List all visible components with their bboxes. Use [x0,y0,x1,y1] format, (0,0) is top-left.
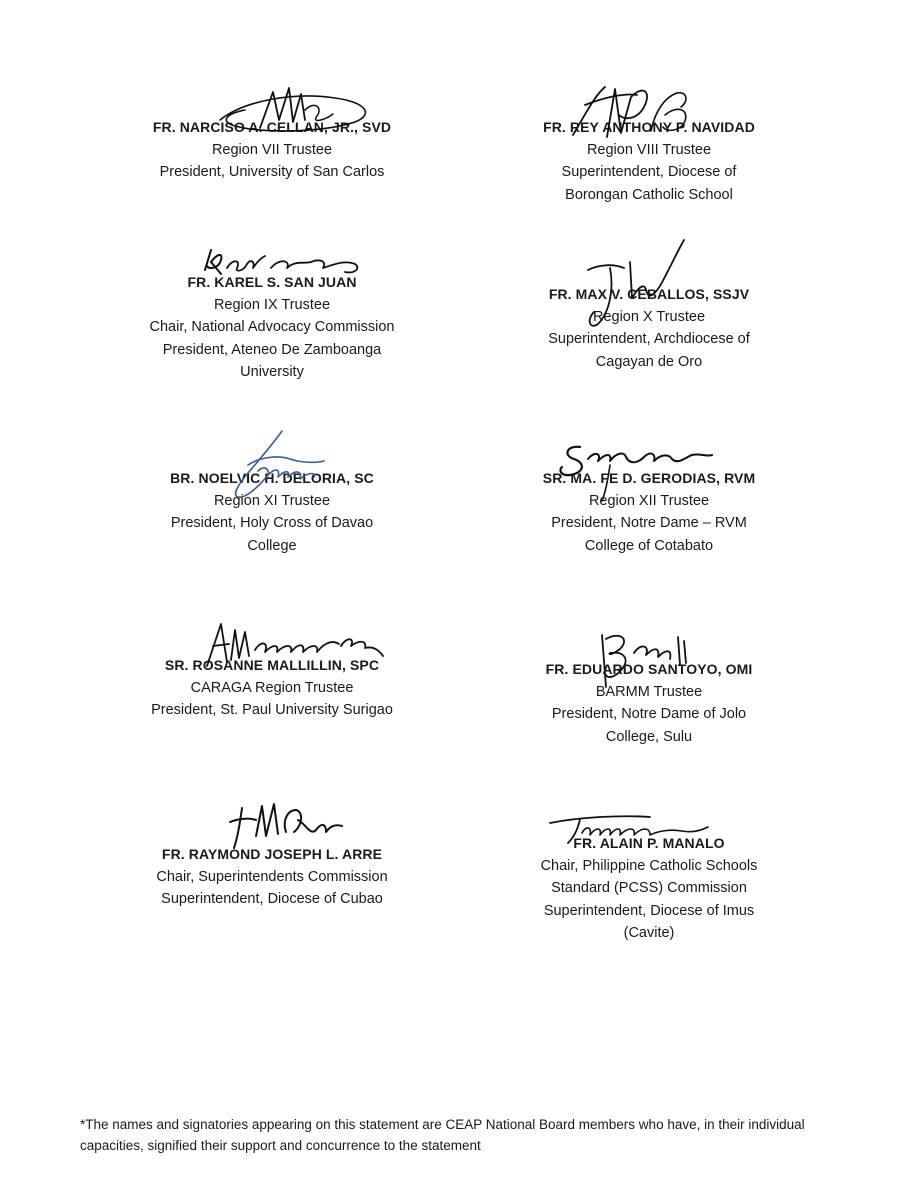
signatory-role: Superintendent, Archdiocese of [548,331,750,347]
signatory-role: President, Holy Cross of Davao [170,515,374,531]
signatory-role: Chair, National Advocacy Commission [149,319,395,335]
footnote: *The names and signatories appearing on this statement are CEAP National Board members who have, in their individual capacities, signified their support and concurrence to the statement [80,1117,805,1153]
signatory-name: FR. NARCISO A. CELLAN, JR., SVD [152,119,392,135]
signatory-block-gerodias [484,467,814,557]
signatory-block-navidad [484,116,814,206]
signatory-role: President, University of San Carlos [159,164,385,180]
signatory-role: College of Cotabato [584,537,714,554]
signatory-block-arre [107,843,437,911]
signatory-block-mallillin [107,654,437,722]
signatory-role: Chair, Philippine Catholic Schools [540,857,758,874]
signatory-role: Region VII Trustee [211,141,333,158]
signatory-block-manalo [484,832,814,945]
signatory-name: SR. MA. FE D. GERODIAS, RVM [542,470,756,486]
signatory-role: CARAGA Region Trustee [190,679,354,696]
signatory-name: FR. EDUARDO SANTOYO, OMI [545,661,753,677]
signatory-name: BR. NOELVIC H. DELORIA, SC [170,470,374,486]
signatory-block-cellan [107,116,437,184]
signatory-role: Region XI Trustee [213,492,331,509]
signatory-name: FR. ALAIN P. MANALO [573,835,725,851]
signatory-role: Cagayan de Oro [595,353,703,370]
signatory-role: Region IX Trustee [213,296,331,313]
signatory-role: Superintendent, Diocese of Imus [543,902,755,919]
signatory-role: Standard (PCSS) Commission [551,880,747,896]
signatory-name: FR. REY ANTHONY P. NAVIDAD [543,119,755,135]
signatory-role: President, St. Paul University Surigao [151,702,393,718]
signatory-role: Region X Trustee [592,308,706,325]
signatory-role: Region XII Trustee [588,492,710,509]
signatory-role: President, Notre Dame – RVM [551,515,747,531]
signatory-name: FR. KAREL S. SAN JUAN [187,274,357,290]
signatory-name: FR. MAX V. CEBALLOS, SSJV [548,286,750,302]
signatory-role: President, Ateneo De Zamboanga [162,341,382,358]
signatory-role: BARMM Trustee [595,683,703,700]
signatory-name: FR. RAYMOND JOSEPH L. ARRE [161,846,383,862]
signatory-block-santoyo [484,658,814,748]
signatory-role: President, Notre Dame of Jolo [551,706,747,722]
signatory-role: (Cavite) [623,925,675,941]
signatory-role: Region VIII Trustee [586,141,712,158]
signatory-role: Chair, Superintendents Commission [156,868,388,885]
signatory-role: College [247,537,297,554]
signatory-role: University [240,364,304,380]
signatory-role: Superintendent, Diocese of Cubao [161,891,383,907]
signatory-role: College, Sulu [605,728,693,745]
signatory-role: Borongan Catholic School [565,186,733,203]
signatory-name: SR. ROSANNE MALLILLIN, SPC [164,657,380,673]
signatory-block-ceballos [484,283,814,373]
signatory-block-deloria [107,467,437,557]
signatory-role: Superintendent, Diocese of [561,164,737,180]
signatory-block-san-juan [107,271,437,384]
